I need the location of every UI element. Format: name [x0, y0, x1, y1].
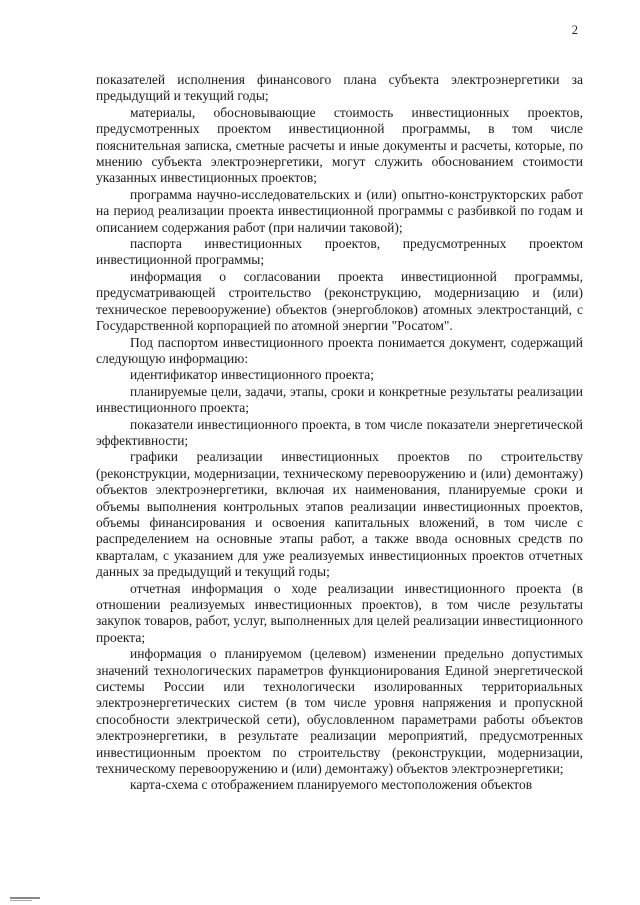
- paragraph-rosatom-approval: информация о согласовании проекта инвестиционной программы, предусматривающей строительство (реконструкцию, модернизацию и (или) техническое перевооружение) объектов (энергоблоков) атомных электростанций, с Государственной корпорацией по атомной энергии "Росатом".: [96, 268, 583, 334]
- page-number: 2: [571, 23, 578, 37]
- paragraph-cost-justification-materials: материалы, обосновывающие стоимость инвестиционных проектов, предусмотренных проектом инвестиционной программы, в том числе пояснительная записка, сметные расчеты и иные документы и расчеты, которые, по мнению субъекта электроэнергетики, могут служить обоснованием стоимости указанных инвестиционных проектов;: [96, 104, 583, 186]
- paragraph-project-indicators: показатели инвестиционного проекта, в том числе показатели энергетической эффективности;: [96, 416, 583, 448]
- paragraph-planned-goals: планируемые цели, задачи, этапы, сроки и конкретные результаты реализации инвестиционного проекта;: [96, 383, 583, 416]
- paragraph-progress-reporting: отчетная информация о ходе реализации инвестиционного проекта (в отношении реализуемых инвестиционных проектов), в том числе результаты закупок товаров, работ, услуг, выполненных для целей реализации инвестиционного проекта;: [96, 580, 583, 645]
- document-body: [96, 72, 583, 794]
- paragraph-research-program: программа научно-исследовательских и (или) опытно-конструкторских работ на период реализации проекта инвестиционной программы с разбивкой по годам и описанием содержания работ (при наличии таковой);: [96, 186, 583, 235]
- scan-footer-mark: [10, 897, 40, 899]
- paragraph-financial-plan-continuation: показателей исполнения финансового плана субъекта электроэнергетики за предыдущий и текущий годы;: [96, 72, 583, 104]
- paragraph-project-passports: паспорта инвестиционных проектов, предусмотренных проектом инвестиционной программы;: [96, 236, 583, 268]
- paragraph-technological-parameters: информация о планируемом (целевом) изменении предельно допустимых значений технологических параметров функционирования Единой энергетической системы России или технологически изолированных территориальных электроэнергетических систем (в том числе уровня напряжения и пропускной способности электрической сети), обусловленном параметрами работы объектов электроэнергетики, в результате реализации мероприятий, предусмотренных инвестиционным проектом по строительству (реконструкции, модернизации, техническому перевооружению и (или) демонтажу) объектов электроэнергетики;: [96, 646, 583, 777]
- paragraph-passport-definition: Под паспортом инвестиционного проекта понимается документ, содержащий следующую информацию:: [96, 334, 583, 366]
- paragraph-implementation-schedules: графики реализации инвестиционных проектов по строительству (реконструкции, модернизации, техническому перевооружению и (или) демонтажу) объектов электроэнергетики, включая их наименования, планируемые сроки и объемы выполнения контрольных этапов реализации инвестиционных проектов, объемы финансирования и освоения капитальных вложений, в том числе с распределением на основные этапы работ, а также ввода основных средств по кварталам, с указанием для уже реализуемых инвестиционных проектов отчетных данных за предыдущий и текущий годы;: [96, 449, 583, 580]
- paragraph-project-identifier: идентификатор инвестиционного проекта;: [130, 367, 374, 383]
- paragraph-location-map: карта-схема с отображением планируемого местоположения объектов: [130, 777, 533, 793]
